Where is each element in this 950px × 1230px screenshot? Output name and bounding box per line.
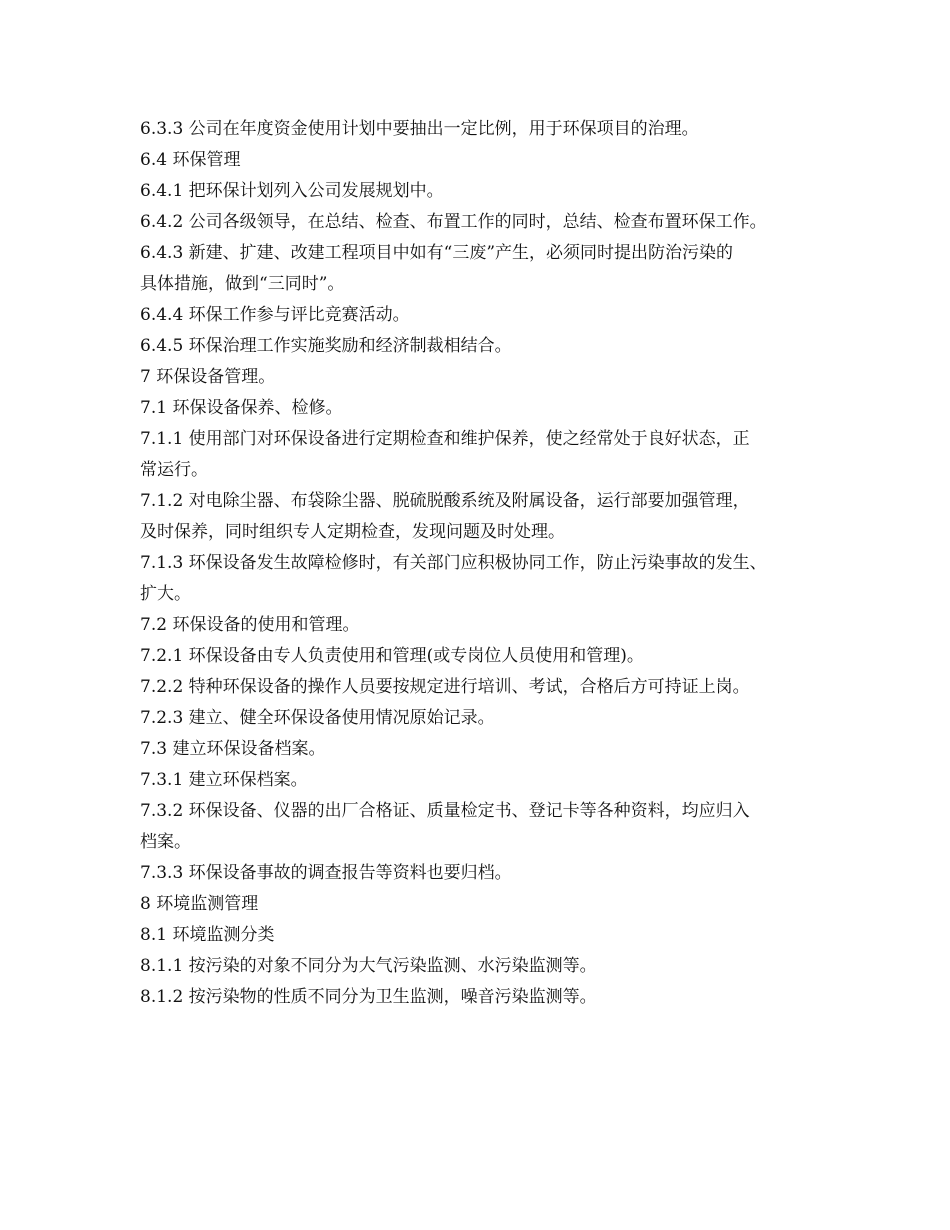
paragraph: [140, 889, 820, 920]
text-line: 6.4.2 公司各级领导，在总结、检查、布置工作的同时，总结、检查布置环保工作。: [140, 212, 767, 232]
text-line: 8.1 环境监测分类: [140, 925, 275, 945]
text-line: 6.4.3 新建、扩建、改建工程项目中如有“三废”产生，必须同时提出防治污染的: [140, 243, 734, 263]
paragraph: [140, 796, 820, 858]
text-line: 7.3.2 环保设备、仪器的出厂合格证、质量检定书、登记卡等各种资料，均应归入: [140, 801, 750, 821]
text-line: 7.2 环保设备的使用和管理。: [140, 615, 360, 635]
text-line: 6.4.1 把环保计划列入公司发展规划中。: [140, 181, 444, 201]
paragraph: [140, 424, 820, 486]
text-line: 8.1.2 按污染物的性质不同分为卫生监测，噪音污染监测等。: [140, 987, 597, 1007]
text-line: 及时保养，同时组织专人定期检查，发现问题及时处理。: [140, 522, 565, 542]
paragraph: [140, 951, 820, 982]
paragraph: [140, 393, 820, 424]
text-line: 8.1.1 按污染的对象不同分为大气污染监测、水污染监测等。: [140, 956, 597, 976]
paragraph: [140, 734, 820, 765]
text-line: 7.1.2 对电除尘器、布袋除尘器、脱硫脱酸系统及附属设备，运行部要加强管理，: [140, 491, 750, 511]
paragraph: [140, 145, 820, 176]
text-line: 7.3 建立环保设备档案。: [140, 739, 326, 759]
paragraph: [140, 920, 820, 951]
paragraph: [140, 300, 820, 331]
document-body: [140, 114, 820, 1013]
text-line: 7.2.1 环保设备由专人负责使用和管理(或专岗位人员使用和管理)。: [140, 646, 644, 666]
text-line: 7 环保设备管理。: [140, 367, 276, 387]
paragraph: [140, 238, 820, 300]
paragraph: [140, 858, 820, 889]
paragraph: [140, 672, 820, 703]
text-line: 6.3.3 公司在年度资金使用计划中要抽出一定比例，用于环保项目的治理。: [140, 119, 699, 139]
text-line: 扩大。: [140, 584, 191, 604]
paragraph: [140, 765, 820, 796]
paragraph: [140, 207, 820, 238]
paragraph: [140, 331, 820, 362]
paragraph: [140, 610, 820, 641]
text-line: 7.1.3 环保设备发生故障检修时，有关部门应积极协同工作，防止污染事故的发生、: [140, 553, 767, 573]
text-line: 7.1 环保设备保养、检修。: [140, 398, 343, 418]
text-line: 具体措施，做到“三同时”。: [140, 274, 345, 294]
text-line: 8 环境监测管理: [140, 894, 259, 914]
paragraph: [140, 641, 820, 672]
paragraph: [140, 982, 820, 1013]
paragraph: [140, 176, 820, 207]
text-line: 7.2.3 建立、健全环保设备使用情况原始记录。: [140, 708, 495, 728]
paragraph: [140, 114, 820, 145]
text-line: 6.4.4 环保工作参与评比竞赛活动。: [140, 305, 410, 325]
text-line: 7.2.2 特种环保设备的操作人员要按规定进行培训、考试，合格后方可持证上岗。: [140, 677, 750, 697]
text-line: 档案。: [140, 832, 191, 852]
text-line: 7.1.1 使用部门对环保设备进行定期检查和维护保养，使之经常处于良好状态，正: [140, 429, 750, 449]
paragraph: [140, 703, 820, 734]
paragraph: [140, 362, 820, 393]
paragraph: [140, 548, 820, 610]
text-line: 常运行。: [140, 460, 208, 480]
text-line: 6.4.5 环保治理工作实施奖励和经济制裁相结合。: [140, 336, 512, 356]
paragraph: [140, 486, 820, 548]
text-line: 6.4 环保管理: [140, 150, 241, 170]
text-line: 7.3.3 环保设备事故的调查报告等资料也要归档。: [140, 863, 512, 883]
text-line: 7.3.1 建立环保档案。: [140, 770, 308, 790]
